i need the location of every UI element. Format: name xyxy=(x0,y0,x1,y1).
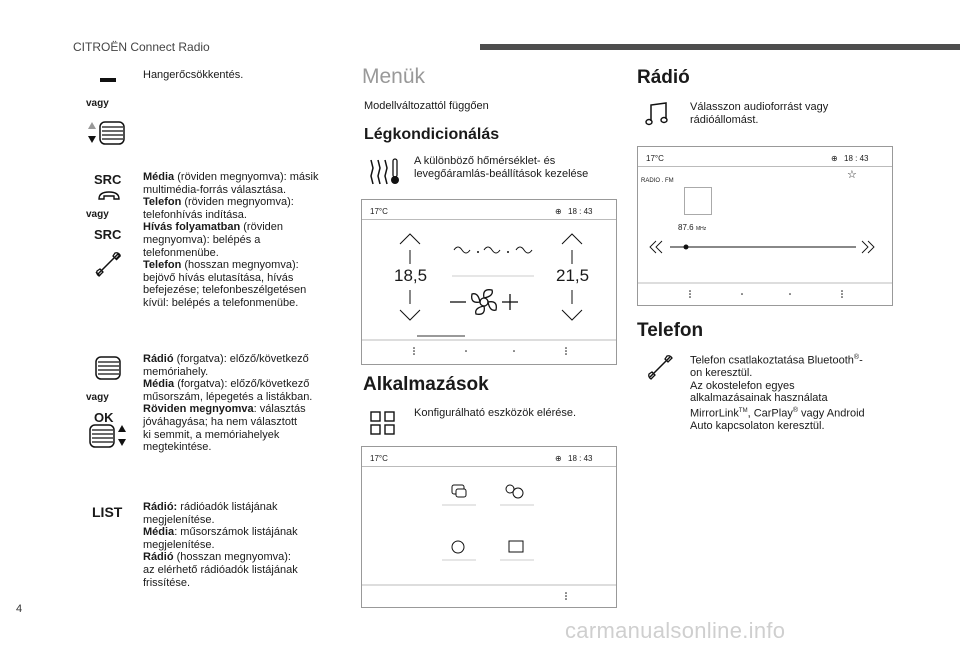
text-line: rádióállomást. xyxy=(690,113,759,126)
thumbwheel-press-icon xyxy=(88,423,132,449)
clock-time: 18 : 43 xyxy=(844,154,869,163)
ok-button-label: OK xyxy=(94,410,114,425)
apps-grid xyxy=(362,467,616,607)
text-line: Auto kapcsolaton keresztül. xyxy=(690,420,825,433)
climate-screen xyxy=(361,199,617,365)
text-line: Az okostelefon egyes xyxy=(690,379,795,392)
menus-subtitle: Modellváltozattól függően xyxy=(364,100,489,112)
media-description xyxy=(143,171,343,310)
trademark: TM xyxy=(738,408,748,415)
text-line: kívül: belépés a telefonmenübe. xyxy=(143,296,299,309)
outside-temperature: 17°C xyxy=(646,154,664,163)
running-header: CITROËN Connect Radio xyxy=(73,40,210,54)
text-line: levegőáramlás-beállítások kezelése xyxy=(414,167,589,180)
frequency: 87.6 xyxy=(678,223,694,232)
or-label: vagy xyxy=(86,209,109,220)
tuner-bar xyxy=(638,231,892,305)
clock-icon: ⊕ xyxy=(555,454,562,463)
text-line: on keresztül. xyxy=(690,367,753,380)
radio-description xyxy=(143,353,343,454)
text-line: alkalmazásainak használata xyxy=(690,392,828,405)
star-icon[interactable]: ☆ xyxy=(847,169,857,181)
clock-time: 18 : 43 xyxy=(568,207,593,216)
phone-title: Telefon xyxy=(637,320,704,341)
text-line: megtekintése. xyxy=(143,441,212,454)
text-line: (forgatva): előző/következő xyxy=(173,353,309,365)
text-line: frissítése. xyxy=(143,576,191,589)
station-artwork xyxy=(684,187,712,215)
clock-icon: ⊕ xyxy=(555,207,562,216)
thumbwheel-icon xyxy=(86,120,130,146)
left-temperature: 18,5 xyxy=(394,266,428,285)
clock-time: 18 : 43 xyxy=(568,454,593,463)
radio-title: Rádió xyxy=(637,67,690,88)
apps-icon xyxy=(369,410,397,436)
apps-description: Konfigurálható eszközök elérése. xyxy=(414,407,577,419)
music-note-icon xyxy=(644,101,670,127)
text-line: : választás xyxy=(253,403,306,416)
src-button-label: SRC xyxy=(94,172,122,187)
text-line: Válasszon audioforrást vagy xyxy=(690,101,829,113)
text-line: memóriahely. xyxy=(143,365,209,378)
text-line: (forgatva): előző/következő xyxy=(174,378,310,391)
text-line: műsorszám, lépegetés a listákban. xyxy=(143,390,313,403)
text-line: A különböző hőmérséklet- és xyxy=(414,155,556,167)
list-button-label: LIST xyxy=(92,504,123,520)
bold-term: Röviden megnyomva xyxy=(143,403,254,416)
thumbwheel-icon xyxy=(94,355,124,381)
text-line: (röviden xyxy=(240,221,283,234)
list-description xyxy=(143,501,343,589)
text-line: ki semmit, a memóriahelyek xyxy=(143,428,280,441)
text-line: Telefon csatlakoztatása Bluetooth xyxy=(690,354,854,367)
text-line: az elérhető rádióadók listájának xyxy=(143,563,298,576)
bold-term: Rádió: xyxy=(143,501,178,513)
text-line: befejezése; telefonbeszélgetésen xyxy=(143,284,307,297)
text-line: megjelenítése. xyxy=(143,513,215,526)
text-line: (röviden megnyomva): xyxy=(181,196,294,209)
outside-temperature: 17°C xyxy=(370,454,388,463)
bold-term: Telefon xyxy=(143,196,182,209)
or-label: vagy xyxy=(86,98,109,109)
text-line: MirrorLink xyxy=(690,407,739,420)
frequency-unit: MHz xyxy=(696,226,707,232)
text-line: megjelenítése. xyxy=(143,538,215,551)
text-line: - xyxy=(859,354,863,367)
bold-term: Telefon xyxy=(143,259,182,272)
or-label: vagy xyxy=(86,392,109,403)
phone-description xyxy=(690,352,890,433)
text-line: multimédia-forrás választása. xyxy=(143,183,287,196)
climate-controls xyxy=(362,220,616,364)
climate-icon xyxy=(367,156,403,186)
text-line: , CarPlay xyxy=(747,407,793,420)
text-line: telefonmenübe. xyxy=(143,246,219,259)
text-line: (hosszan megnyomva): xyxy=(173,551,291,564)
page-number: 4 xyxy=(16,603,23,615)
registered-mark: ® xyxy=(792,407,798,415)
volume-text: Hangerőcsökkentés. xyxy=(143,69,244,81)
handset-icon xyxy=(646,353,674,381)
bold-term: Média xyxy=(143,526,175,539)
registered-mark: ® xyxy=(853,354,860,361)
outside-temperature: 17°C xyxy=(370,207,388,216)
watermark: carmanualsonline.info xyxy=(565,618,786,643)
text-line: telefonhívás indítása. xyxy=(143,208,247,221)
right-temperature: 21,5 xyxy=(556,266,590,285)
text-line: vagy Android xyxy=(798,407,865,420)
bold-term: Rádió xyxy=(143,353,174,365)
text-line: bejövő hívás elutasítása, hívás xyxy=(143,271,294,284)
text-line: rádióadók listájának xyxy=(177,501,278,513)
minus-icon xyxy=(100,78,116,82)
radio-band: RADIO . FM xyxy=(641,178,674,184)
text-line: (hosszan megnyomva): xyxy=(181,259,299,272)
ac-description xyxy=(414,155,588,180)
src-button-label: SRC xyxy=(94,227,122,242)
apps-title: Alkalmazások xyxy=(363,374,489,395)
radio-description xyxy=(690,101,828,126)
header-bar xyxy=(480,44,960,50)
bold-term: Média xyxy=(143,171,175,183)
clock-icon: ⊕ xyxy=(831,154,838,163)
handset-icon xyxy=(94,250,122,278)
radio-screen xyxy=(637,146,893,306)
text-line: jóváhagyása; ha nem választott xyxy=(143,415,298,428)
apps-screen xyxy=(361,446,617,608)
menus-title: Menük xyxy=(362,65,426,88)
bold-term: Rádió xyxy=(143,551,174,564)
text-line: : műsorszámok listájának xyxy=(174,526,298,539)
ac-title: Légkondicionálás xyxy=(364,126,500,143)
text-line: megnyomva): belépés a xyxy=(143,233,261,246)
bold-term: Média xyxy=(143,378,175,391)
divider xyxy=(638,166,892,167)
phone-icon xyxy=(96,188,122,204)
text-line: (röviden megnyomva): másik xyxy=(174,171,319,183)
bold-term: Hívás folyamatban xyxy=(143,221,241,234)
